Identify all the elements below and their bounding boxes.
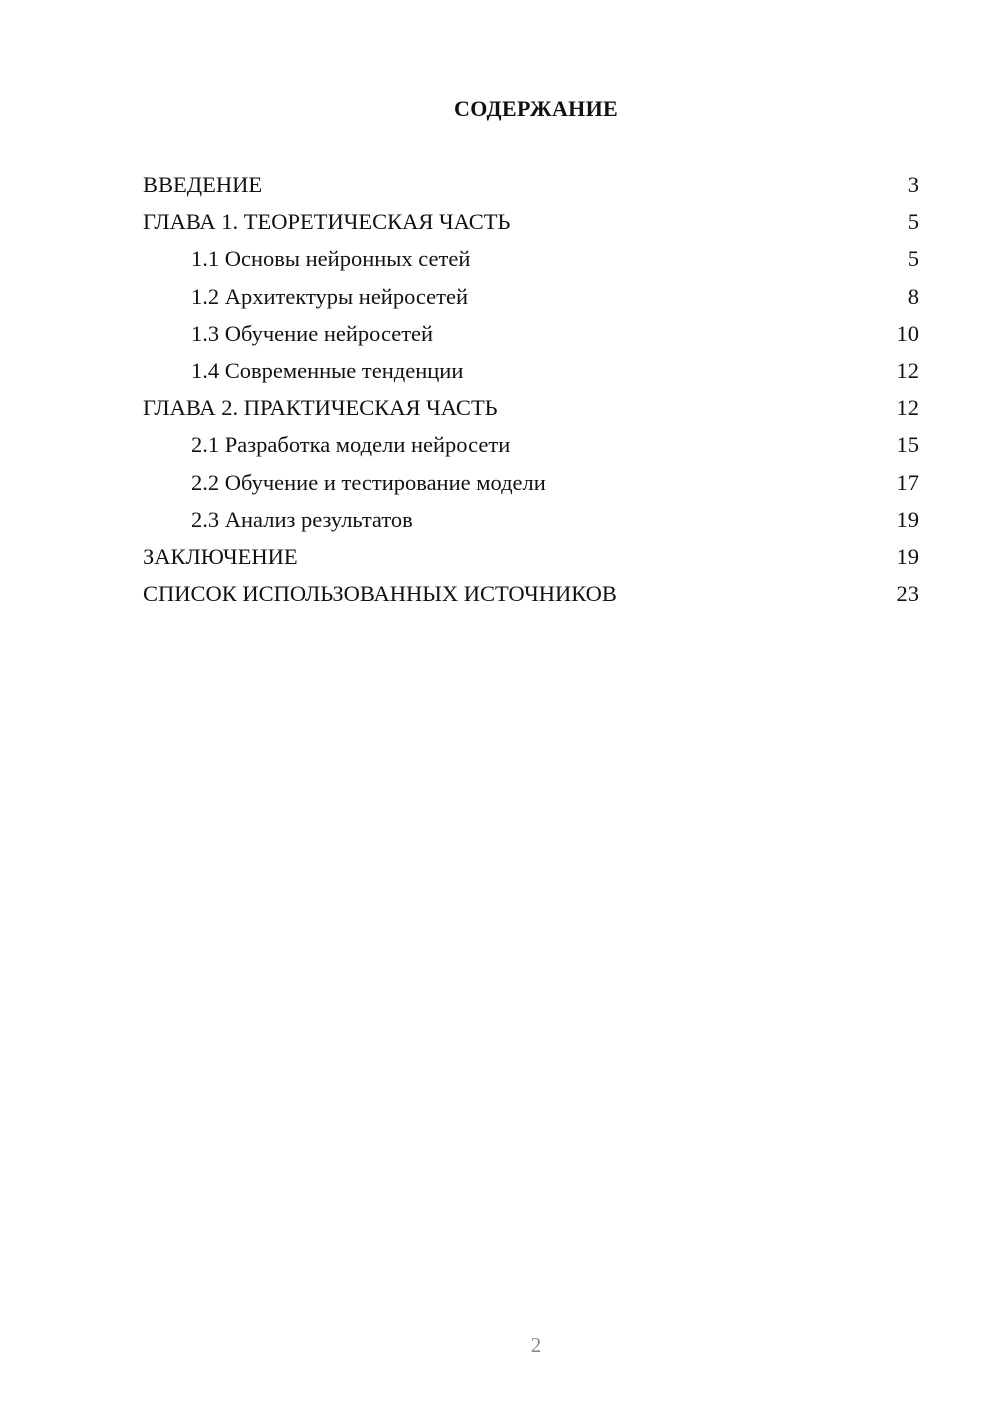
- toc-entry-chapter-2[interactable]: [143, 389, 919, 426]
- toc-entry-section-2-1[interactable]: [143, 426, 919, 463]
- toc-entry-label: 2.2 Обучение и тестирование модели: [191, 469, 546, 495]
- toc-entry-label: 2.1 Разработка модели нейросети: [191, 432, 511, 458]
- toc-entry-label: ЗАКЛЮЧЕНИЕ: [143, 543, 298, 569]
- table-of-contents: [143, 166, 919, 612]
- toc-entry-label: 1.3 Обучение нейросетей: [191, 320, 434, 346]
- toc-entry-page: 19: [896, 506, 919, 532]
- toc-entry-page: 12: [896, 357, 919, 383]
- toc-entry-page: 5: [907, 246, 919, 272]
- toc-entry-page: 8: [907, 283, 919, 309]
- toc-entry-chapter-1[interactable]: [143, 203, 919, 240]
- toc-entry-page: 23: [896, 581, 919, 607]
- page-number: 2: [530, 1333, 542, 1357]
- toc-entry-page: 12: [896, 395, 919, 421]
- toc-entry-label: 1.1 Основы нейронных сетей: [191, 246, 471, 272]
- toc-entry-label: ГЛАВА 1. ТЕОРЕТИЧЕСКАЯ ЧАСТЬ: [143, 209, 511, 235]
- toc-entry-label: 1.2 Архитектуры нейросетей: [191, 283, 469, 309]
- toc-entry-label: СПИСОК ИСПОЛЬЗОВАННЫХ ИСТОЧНИКОВ: [143, 581, 617, 607]
- toc-entry-page: 10: [896, 320, 919, 346]
- toc-entry-section-1-3[interactable]: [143, 315, 919, 352]
- toc-entry-page: 5: [907, 209, 919, 235]
- toc-entry-label: ВВЕДЕНИЕ: [143, 172, 263, 197]
- page-title: СОДЕРЖАНИЕ: [454, 96, 618, 121]
- toc-entry-section-1-4[interactable]: [143, 352, 919, 389]
- toc-entry-section-2-3[interactable]: [143, 501, 919, 538]
- toc-entry-page: 15: [896, 432, 919, 458]
- toc-entry-introduction[interactable]: [143, 166, 919, 203]
- toc-entry-label: 2.3 Анализ результатов: [191, 506, 413, 532]
- toc-entry-section-1-2[interactable]: [143, 278, 919, 315]
- toc-entry-references[interactable]: [143, 575, 919, 612]
- toc-entry-page: 19: [896, 543, 919, 569]
- toc-entry-label: ГЛАВА 2. ПРАКТИЧЕСКАЯ ЧАСТЬ: [143, 395, 498, 421]
- toc-entry-section-2-2[interactable]: [143, 464, 919, 501]
- toc-entry-page: 17: [896, 469, 919, 495]
- toc-entry-label: 1.4 Современные тенденции: [191, 357, 464, 383]
- toc-entry-section-1-1[interactable]: [143, 240, 919, 277]
- toc-entry-conclusion[interactable]: [143, 538, 919, 575]
- toc-entry-page: 3: [907, 172, 919, 197]
